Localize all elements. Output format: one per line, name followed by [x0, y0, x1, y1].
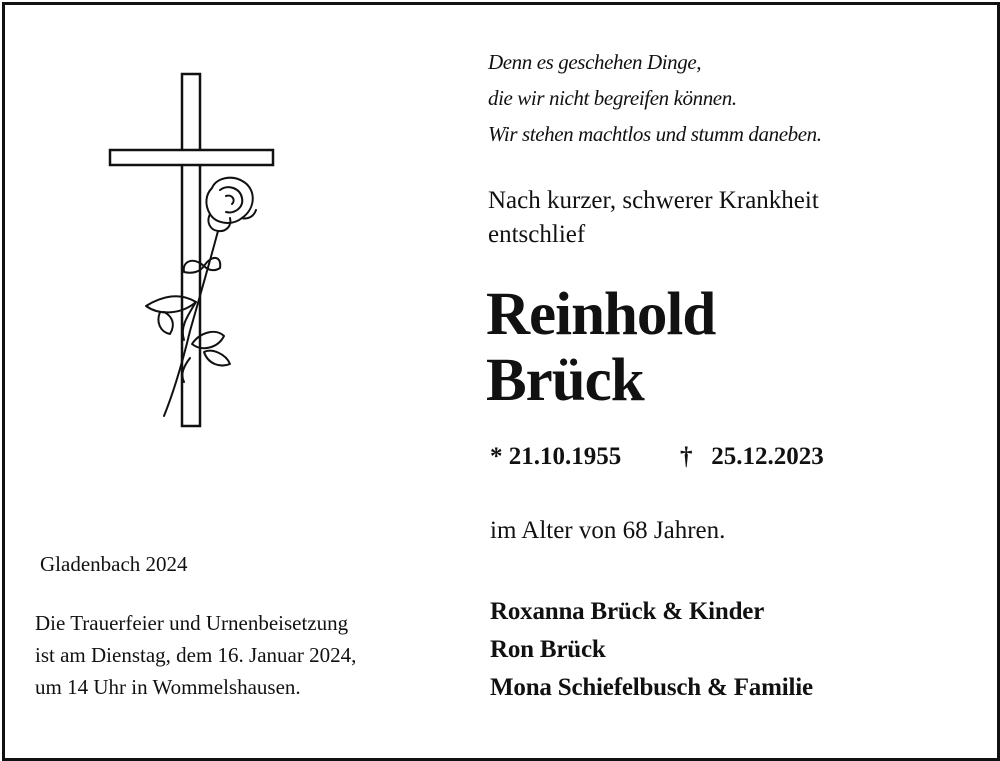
intro-line: Nach kurzer, schwerer Krankheit — [488, 187, 819, 214]
death-group — [680, 440, 824, 474]
mourners-list — [490, 593, 960, 707]
intro-line: entschlief — [488, 221, 586, 248]
birth-symbol: * — [490, 443, 503, 470]
poem-verse — [488, 44, 958, 152]
place-date: Gladenbach 2024 — [40, 552, 188, 576]
service-info — [35, 607, 455, 703]
age-text: im Alter von 68 Jahren. — [490, 517, 726, 544]
service-line: um 14 Uhr in Wommelshausen. — [35, 675, 301, 699]
service-line: ist am Dienstag, dem 16. Januar 2024, — [35, 643, 357, 667]
service-line: Die Trauerfeier und Urnenbeisetzung — [35, 611, 349, 635]
mourner-item: Mona Schiefelbusch & Familie — [490, 674, 813, 701]
poem-line: die wir nicht begreifen können. — [488, 86, 737, 110]
life-dates — [490, 440, 960, 474]
death-date: 25.12.2023 — [711, 443, 824, 470]
mourner-item: Roxanna Brück & Kinder — [490, 598, 765, 625]
poem-line: Denn es geschehen Dinge, — [488, 50, 702, 74]
cross-with-rose-icon — [100, 66, 285, 436]
deceased-last-name: Brück — [486, 347, 644, 414]
intro-text — [488, 184, 958, 252]
deceased-name — [486, 282, 956, 414]
poem-line: Wir stehen machtlos und stumm daneben. — [488, 122, 822, 146]
birth-date: 21.10.1955 — [508, 443, 622, 470]
deceased-first-name: Reinhold — [486, 281, 716, 348]
mourner-item: Ron Brück — [490, 636, 606, 663]
death-symbol: † — [680, 443, 693, 470]
